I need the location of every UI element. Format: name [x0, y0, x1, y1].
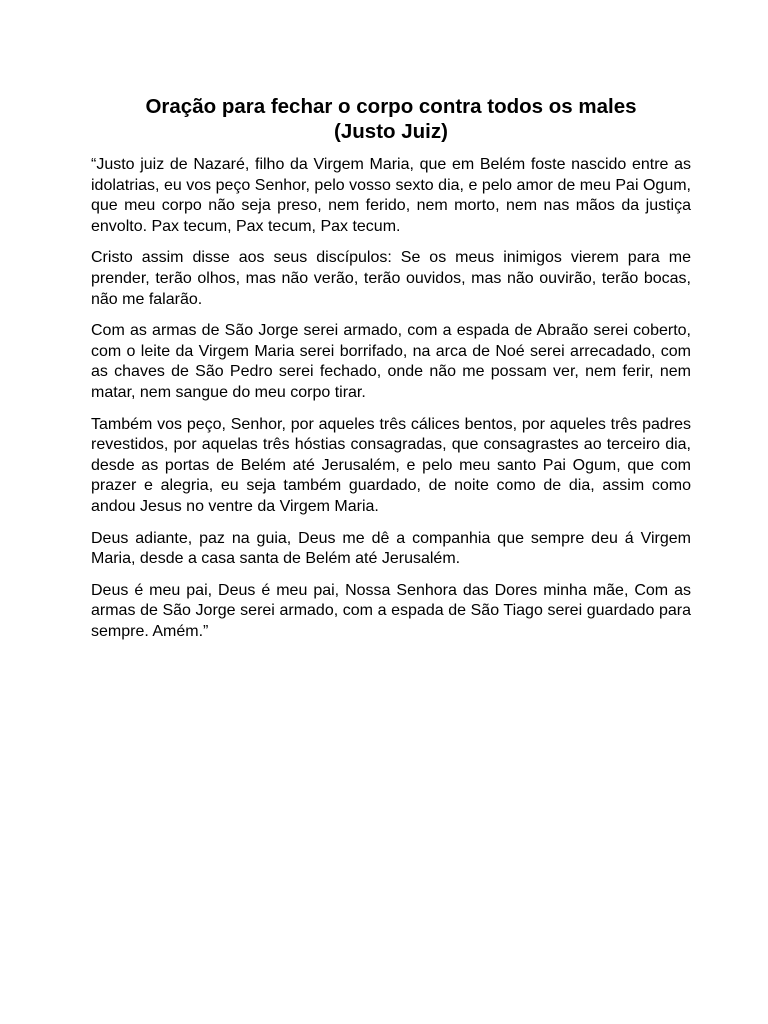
- document-title: [91, 94, 691, 144]
- title-line-1: Oração para fechar o corpo contra todos os males: [145, 95, 637, 118]
- paragraph-invocation: “Justo juiz de Nazaré, filho da Virgem Maria, que em Belém foste nascido entre as idolatrias, eu vos peço Senhor, pelo vosso sexto dia, e pelo amor de meu Pai Ogum, que meu corpo não seja preso, nem ferido, nem morto, nem nas mãos da justiça envolto. Pax tecum, Pax tecum, Pax tecum.: [91, 156, 691, 235]
- paragraph-armor: Com as armas de São Jorge serei armado, com a espada de Abraão serei coberto, com o leite da Virgem Maria serei borrifado, na arca de Noé serei arrecadado, com as chaves de São Pedro serei fechado, onde não me possam ver, nem ferir, nem matar, nem sangue do meu corpo tirar.: [91, 322, 691, 401]
- title-line-2: (Justo Juiz): [334, 120, 448, 143]
- paragraph-disciples: Cristo assim disse aos seus discípulos: Se os meus inimigos vierem para me prender, terão olhos, mas não verão, terão ouvidos, mas não ouvirão, terão bocas, não me falarão.: [91, 249, 691, 308]
- document-page: [91, 94, 691, 653]
- paragraph-chalices: Também vos peço, Senhor, por aqueles três cálices bentos, por aqueles três padres revestidos, por aquelas três hóstias consagradas, que consagrastes ao terceiro dia, desde as portas de Belém até Jerusalém, e pelo meu santo Pai Ogum, que com prazer e alegria, eu seja também guardado, de noite como de dia, assim como andou Jesus no ventre da Virgem Maria.: [91, 415, 691, 515]
- paragraph-closing: Deus é meu pai, Deus é meu pai, Nossa Senhora das Dores minha mãe, Com as armas de São Jorge serei armado, com a espada de São Tiago serei guardado para sempre. Amém.”: [91, 581, 691, 640]
- paragraph-guidance: Deus adiante, paz na guia, Deus me dê a companhia que sempre deu á Virgem Maria, desde a casa santa de Belém até Jerusalém.: [91, 529, 691, 568]
